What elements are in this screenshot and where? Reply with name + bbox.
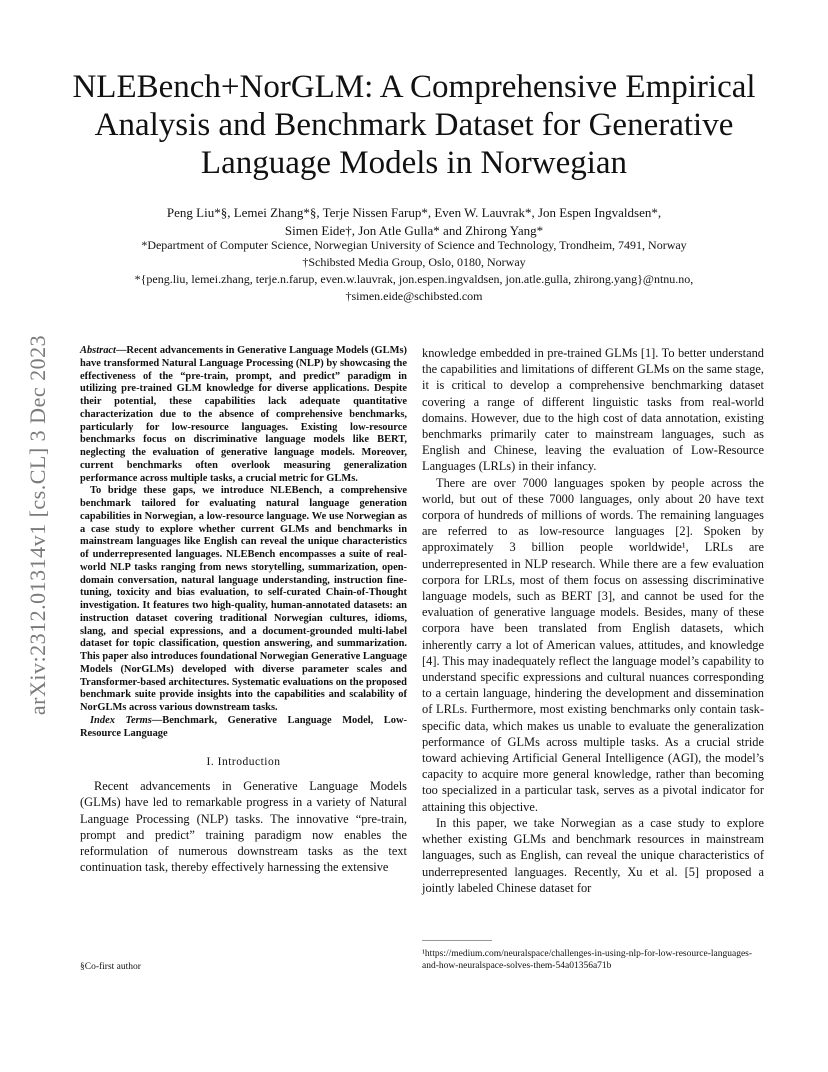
index-terms-text: —Benchmark, Generative Language Model, Low-Resource Language [80, 714, 407, 739]
arxiv-side-stamp [18, 290, 58, 760]
abstract [80, 345, 407, 740]
email-list: *{peng.liu, lemei.zhang, terje.n.farup, even.w.lauvrak, jon.espen.ingvaldsen, jon.atle.gulla, zhirong.yang}@ntnu.no, [134, 272, 694, 286]
intro-paragraph-2: There are over 7000 languages spoken by people across the world, but out of these 7000 languages, only about 20 have text corpora of hundreds of millions of words. The remaining languages are referred to as low-resource languages [2]. Spoken by approximately 3 billion people worldwide¹, LRLs are underrepresented in NLP research. While there are a few evaluation corpora for LRLs, most of them focus on assessing discriminative language models, such as BERT [3], and cannot be used for the evaluation of generative language models. Besides, many of these corpora have been translated from English datasets, which inherently carry a lot of American values, attitudes, and knowledge [4]. This may inadequately reflect the language model’s capability to understand specific expressions and cultural nuances corresponding to a certain language, hindering the development and dissemination of LRLs. Furthermore, most existing benchmarks only contain task-specific data, which makes us unable to evaluate the generalization performance of GLMs across multiple tasks. As a crucial stride toward achieving Artificial General Intelligence (AGI), the model’s capacity to acquire more general knowledge, rather than becoming too specialized in a particular task, serves as a pivotal indicator for attaining this objective. [422, 475, 764, 814]
index-terms-label: Index Terms [90, 714, 152, 726]
abstract-paragraph-1 [80, 345, 407, 485]
abstract-paragraph-2: To bridge these gaps, we introduce NLEBench, a comprehensive benchmark tailored for evaluating natural language generation capabilities in Norwegian, a low-resource language. We use Norwegian as a case study to explore whether current GLMs and benchmarks in mainstream languages like English can reveal the unique characteristics of underrepresented languages. NLEBench encompasses a suite of real-world NLP tasks ranging from news storytelling, summarization, open-domain conversation, natural language understanding, instruction fine-tuning, toxicity and bias evaluation, to self-curated Chain-of-Thought investigation. It features two high-quality, human-annotated datasets: an instruction dataset covering traditional Norwegian cultures, idioms, slang, and special expressions, and a document-grounded multi-label dataset for topic classification, question answering, and summarization. This paper also introduces foundational Norwegian Generative Language Models (NorGLMs) developed with diverse parameter scales and Transformer-based architectures. Systematic evaluations on the proposed benchmark suite provide insights into the capabilities and scalability of NorGLMs across various downstream tasks. [80, 485, 407, 713]
authors-line-2: Simen Eide†, Jon Atle Gulla* and Zhirong Yang* [284, 223, 544, 238]
intro-paragraph-1-continued: knowledge embedded in pre-trained GLMs [1]. To better understand the capabilities and limitations of different GLMs on the same stage, it is critical to develop a comprehensive benchmarking dataset covering a range of different linguistic tasks from real-world domains. However, due to the high cost of data annotation, existing benchmarks primarily cater to mainstream languages, such as English and Chinese, leaving the evaluation of Low-Resource Languages (LRLs) in their infancy. [422, 346, 764, 474]
paper-title: NLEBench+NorGLM: A Comprehensive Empirical Analysis and Benchmark Dataset for Generative Language Models in Norwegian [72, 69, 756, 181]
author-list [60, 204, 768, 240]
left-column [80, 345, 407, 875]
index-terms [80, 715, 407, 741]
footnote-rule [422, 940, 492, 941]
affiliations [60, 237, 768, 305]
right-column [422, 345, 764, 896]
intro-paragraph-3: In this paper, we take Norwegian as a case study to explore whether existing GLMs and benchmark resources in mainstream languages, such as English, can reveal the unique characteristics of underrepresented languages. Recently, Xu et al. [5] proposed a jointly labeled Chinese dataset for [422, 815, 764, 895]
intro-paragraph-1: Recent advancements in Generative Language Models (GLMs) have led to remarkable progress in a variety of Natural Language Processing (NLP) tasks. The innovative “pre-train, prompt and predict” training paradigm now enables the reformulation of numerous downstream tasks as the text continuation task, thereby effectively harnessing the extensive [80, 779, 407, 875]
arxiv-identifier: arXiv:2312.01314v1 [cs.CL] 3 Dec 2023 [25, 334, 50, 716]
email-schibsted: †simen.eide@schibsted.com [345, 289, 483, 303]
abstract-text-1: —Recent advancements in Generative Language Models (GLMs) have transformed Natural Language Processing (NLP) by showcasing the effectiveness of the “pre-train, prompt, and predict” paradigm in utilizing pre-trained GLM knowledge for diverse applications. Despite their potential, these capabilities lack adequate quantitative characterization due to the absence of comprehensive benchmarks, particularly for low-resource languages. Existing low-resource benchmarks focus on discriminative language models like BERT, neglecting the evaluation of generative language models. Moreover, current benchmarks often overlook measuring generalization performance across multiple tasks, a crucial metric for GLMs. [80, 345, 407, 484]
introduction-left [80, 778, 407, 875]
section-heading-introduction: I. Introduction [206, 756, 281, 769]
footnote-url: ¹https://medium.com/neuralspace/challenges-in-using-nlp-for-low-resource-languages-and-how-neuralspace-solves-them-54a01356a71b [422, 949, 753, 971]
affiliation-ntnu: *Department of Computer Science, Norwegian University of Science and Technology, Trondheim, 7491, Norway [141, 238, 687, 252]
footnote-co-first-author: §Co-first author [80, 962, 141, 972]
authors-line-1: Peng Liu*§, Lemei Zhang*§, Terje Nissen Farup*, Even W. Lauvrak*, Jon Espen Ingvaldsen*, [166, 205, 662, 220]
abstract-label: Abstract [80, 345, 116, 356]
affiliation-schibsted: †Schibsted Media Group, Oslo, 0180, Norway [302, 255, 526, 269]
